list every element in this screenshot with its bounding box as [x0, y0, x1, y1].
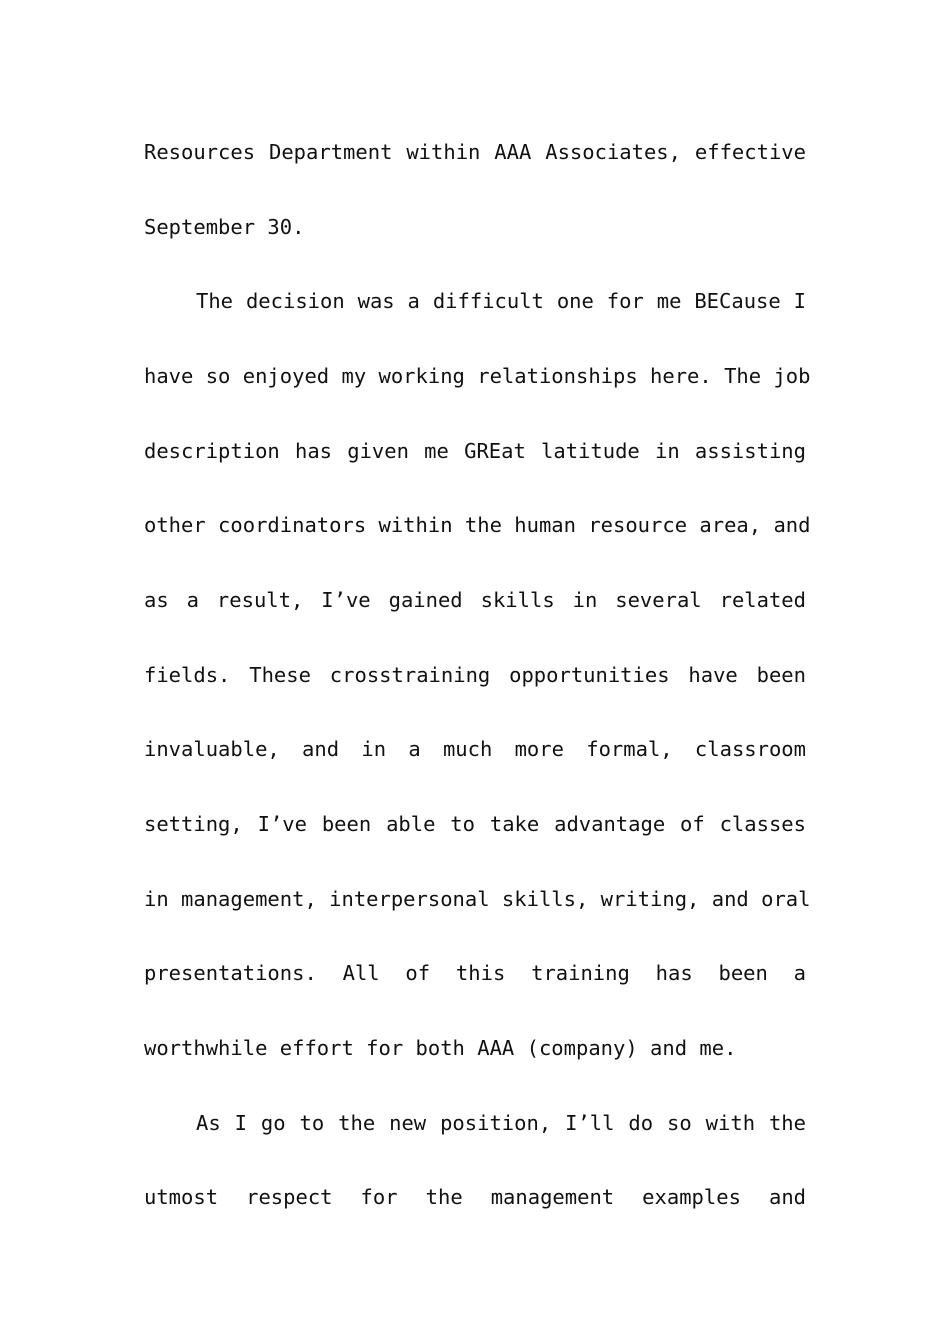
text-line: have so enjoyed my working relationships here. The job: [144, 364, 811, 388]
text-line: worthwhile effort for both AAA (company) and me.: [144, 1036, 737, 1060]
paragraph-first-line: As I go to the new position, I’ll do so with the: [196, 1111, 806, 1135]
text-line: setting, I’ve been able to take advantage of classes: [144, 812, 806, 836]
text-line: in management, interpersonal skills, writing, and oral: [144, 887, 811, 911]
text-line: invaluable, and in a much more formal, classroom: [144, 737, 806, 761]
paragraph-first-line: The decision was a difficult one for me BECause I: [196, 289, 806, 313]
text-line: other coordinators within the human resource area, and: [144, 513, 811, 537]
text-line: Resources Department within AAA Associates, effective: [144, 140, 806, 164]
text-line: utmost respect for the management examples and: [144, 1185, 806, 1209]
text-line: presentations. All of this training has been a: [144, 961, 806, 985]
text-line: description has given me GREat latitude in assisting: [144, 439, 806, 463]
text-line: September 30.: [144, 215, 305, 239]
text-line: as a result, I’ve gained skills in several related: [144, 588, 806, 612]
text-line: fields. These crosstraining opportunities have been: [144, 663, 806, 687]
